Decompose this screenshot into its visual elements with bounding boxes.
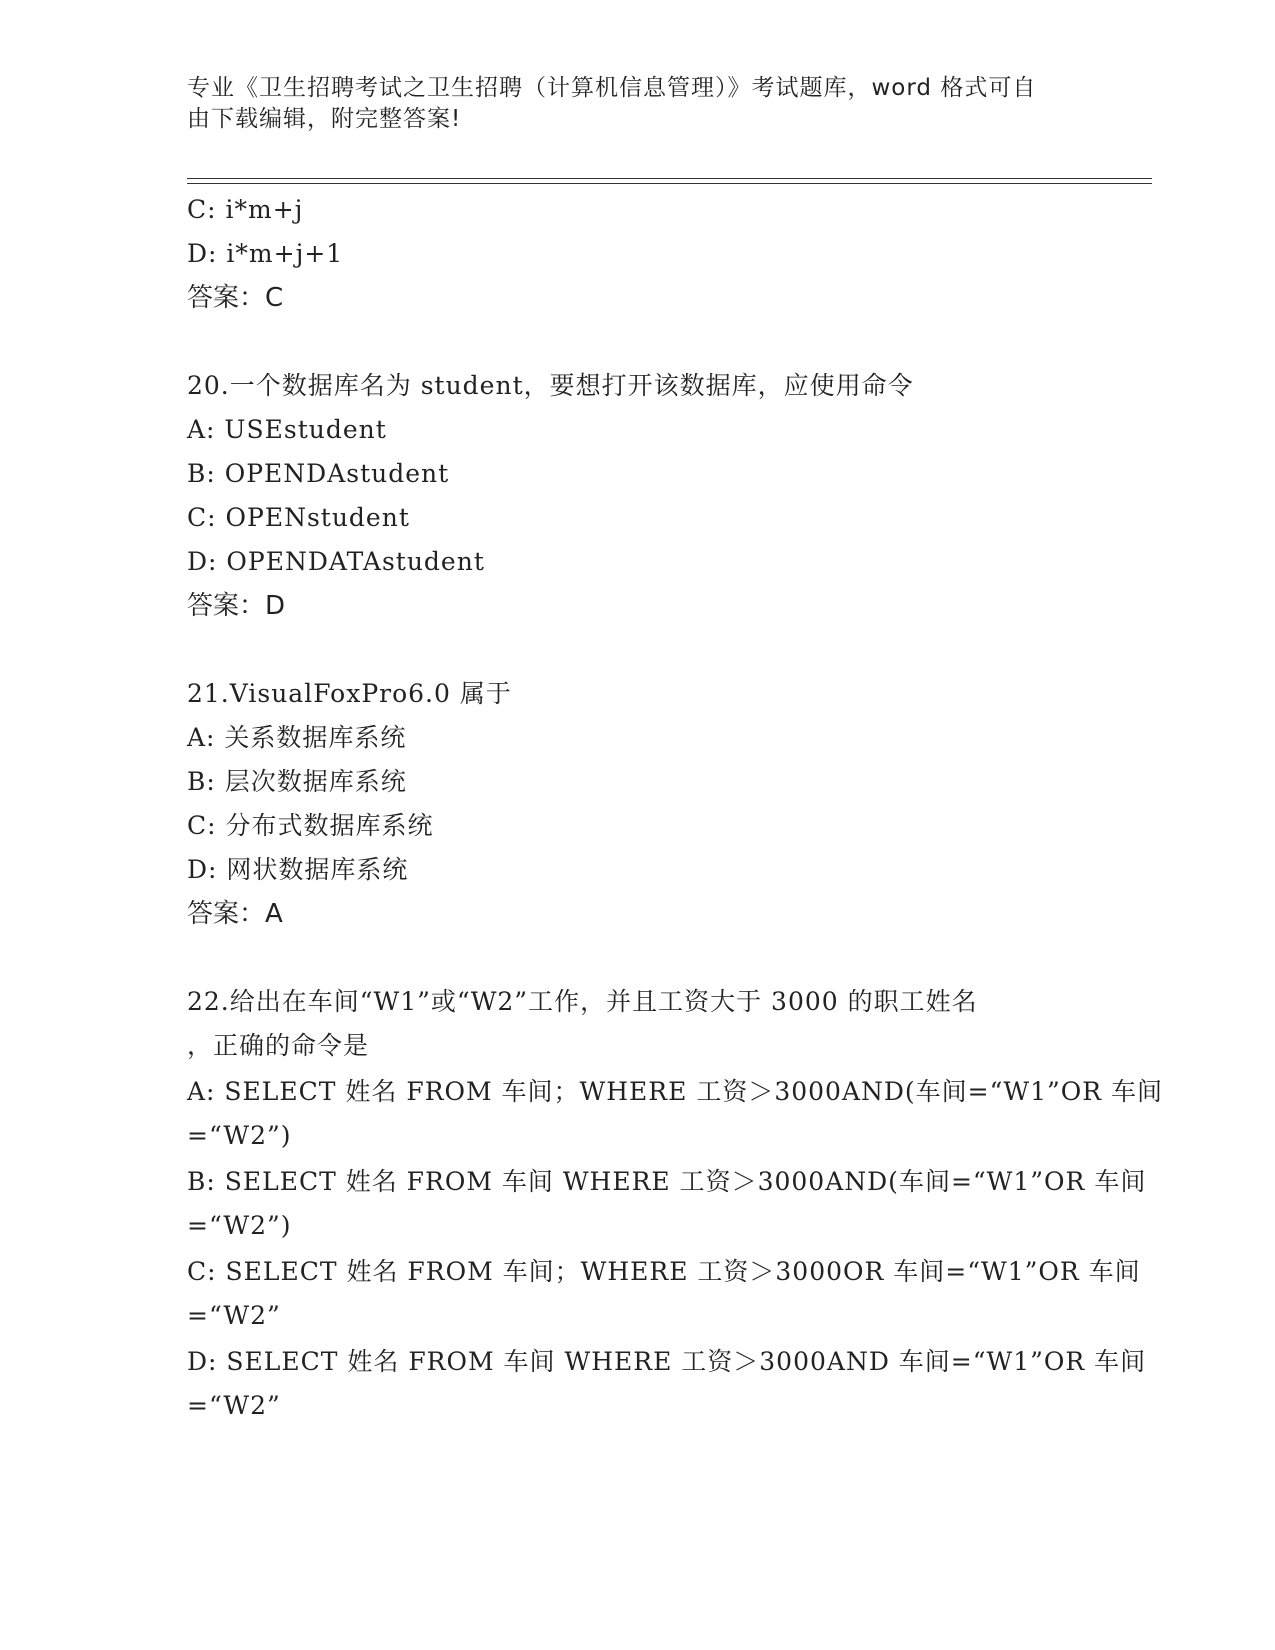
q20-option-d: D: OPENDATAstudent (187, 547, 485, 576)
q21-option-d: D: 网状数据库系统 (187, 855, 409, 884)
header-line-2: 由下载编辑，附完整答案! (187, 106, 462, 132)
q22-option-a-line-2: =“W2”) (187, 1121, 292, 1150)
q21-option-c: C: 分布式数据库系统 (187, 811, 434, 840)
q22-option-b-line-2: =“W2”) (187, 1211, 292, 1240)
q22-option-c-line-1: C: SELECT 姓名 FROM 车间；WHERE 工资＞3000OR 车间=“W1”OR 车间 (187, 1257, 1141, 1286)
q22-option-c-line-2: =“W2” (187, 1301, 281, 1330)
q20-option-b: B: OPENDAstudent (187, 459, 450, 488)
q22-option-b-line-1: B: SELECT 姓名 FROM 车间 WHERE 工资＞3000AND(车间=“W1”OR 车间 (187, 1167, 1147, 1196)
header-line-1: 专业《卫生招聘考试之卫生招聘（计算机信息管理）》考试题库，word 格式可自 (187, 75, 1037, 101)
document-header (187, 73, 1087, 135)
q21-answer: 答案：A (187, 899, 283, 929)
header-rule-top (187, 178, 1152, 179)
q20-answer: 答案：D (187, 591, 286, 621)
q22-option-a-line-1: A: SELECT 姓名 FROM 车间；WHERE 工资＞3000AND(车间=“W1”OR 车间 (187, 1077, 1164, 1106)
q20-option-c: C: OPENstudent (187, 503, 410, 532)
q22-question-line-1: 22.给出在车间“W1”或“W2”工作，并且工资大于 3000 的职工姓名 (187, 987, 978, 1016)
q22-option-d-line-1: D: SELECT 姓名 FROM 车间 WHERE 工资＞3000AND 车间=“W1”OR 车间 (187, 1347, 1147, 1376)
q20-question: 20.一个数据库名为 student，要想打开该数据库，应使用命令 (187, 371, 914, 400)
q21-option-b: B: 层次数据库系统 (187, 767, 407, 796)
q19-answer: 答案：C (187, 283, 284, 313)
q22-question-line-2: ，正确的命令是 (187, 1031, 370, 1060)
header-rule-bottom (187, 183, 1152, 184)
q19-option-c: C: i*m+j (187, 195, 304, 224)
q19-option-d: D: i*m+j+1 (187, 239, 344, 268)
q21-question: 21.VisualFoxPro6.0 属于 (187, 679, 512, 708)
q22-option-d-line-2: =“W2” (187, 1391, 281, 1420)
q21-option-a: A: 关系数据库系统 (187, 723, 407, 752)
q20-option-a: A: USEstudent (187, 415, 387, 444)
